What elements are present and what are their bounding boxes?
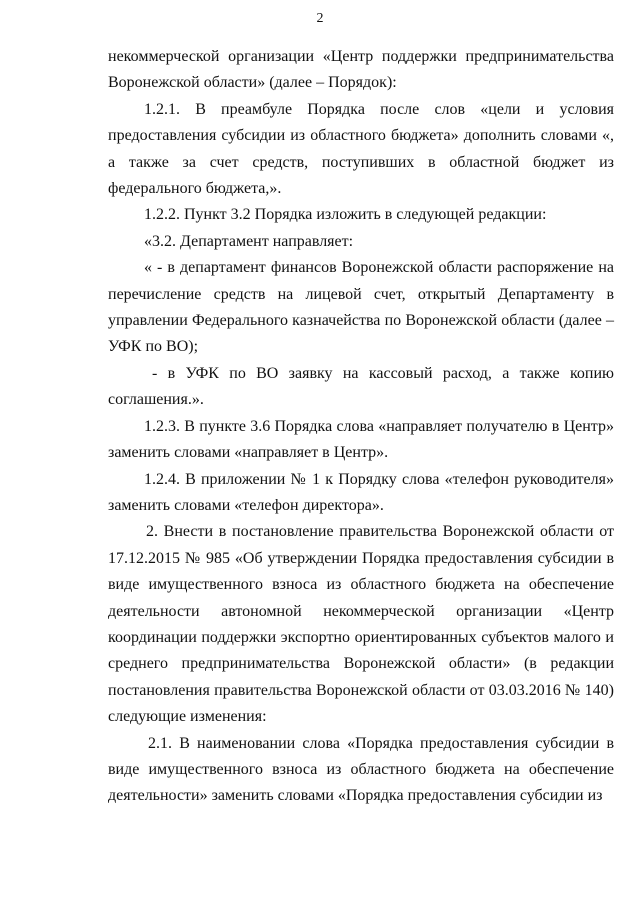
paragraph: - в УФК по ВО заявку на кассовый расход, а также копию соглашения.». (108, 364, 614, 409)
paragraph: 2. Внести в постановление правительства Воронежской области от 17.12.2015 № 985 «Об утверждении Порядка предоставления субсидии в виде имущественного взноса из областного бюджета на обеспечение деятельности автономной некоммерческой организации «Центр координации поддержки экспортно ориентированных субъектов малого и среднего предпринимательства Воронежской области» (в редакции постановления правительства Воронежской области от 03.03.2016 № 140) следующие изменения: (108, 523, 614, 726)
paragraph: « - в департамент финансов Воронежской области распоряжение на перечисление средств на лицевой счет, открытый Департаменту в управлении Федерального казначейства по Воронежской области (далее – УФК по ВО); (108, 259, 614, 356)
document-body (108, 44, 614, 810)
paragraph: «3.2. Департамент направляет: (144, 232, 354, 250)
paragraph: 1.2.1. В преамбуле Порядка после слов «цели и условия предоставления субсидии из областного бюджета» дополнить словами «, а также за счет средств, поступивших в областной бюджет из федерального бюджета,». (108, 100, 614, 198)
paragraph: 1.2.2. Пункт 3.2 Порядка изложить в следующей редакции: (144, 206, 547, 224)
paragraph: 1.2.3. В пункте 3.6 Порядка слова «направляет получателю в Центр» заменить словами «направляет в Центр». (108, 417, 614, 462)
page-number: 2 (316, 11, 324, 26)
paragraph: некоммерческой организации «Центр поддержки предпринимательства Воронежской области» (далее – Порядок): (108, 48, 614, 92)
paragraph: 1.2.4. В приложении № 1 к Порядку слова «телефон руководителя» заменить словами «телефон директора». (108, 470, 614, 514)
paragraph: 2.1. В наименовании слова «Порядка предоставления субсидии в виде имущественного взноса из областного бюджета на обеспечение деятельности» заменить словами «Порядка предоставления субсидии из (108, 734, 614, 805)
